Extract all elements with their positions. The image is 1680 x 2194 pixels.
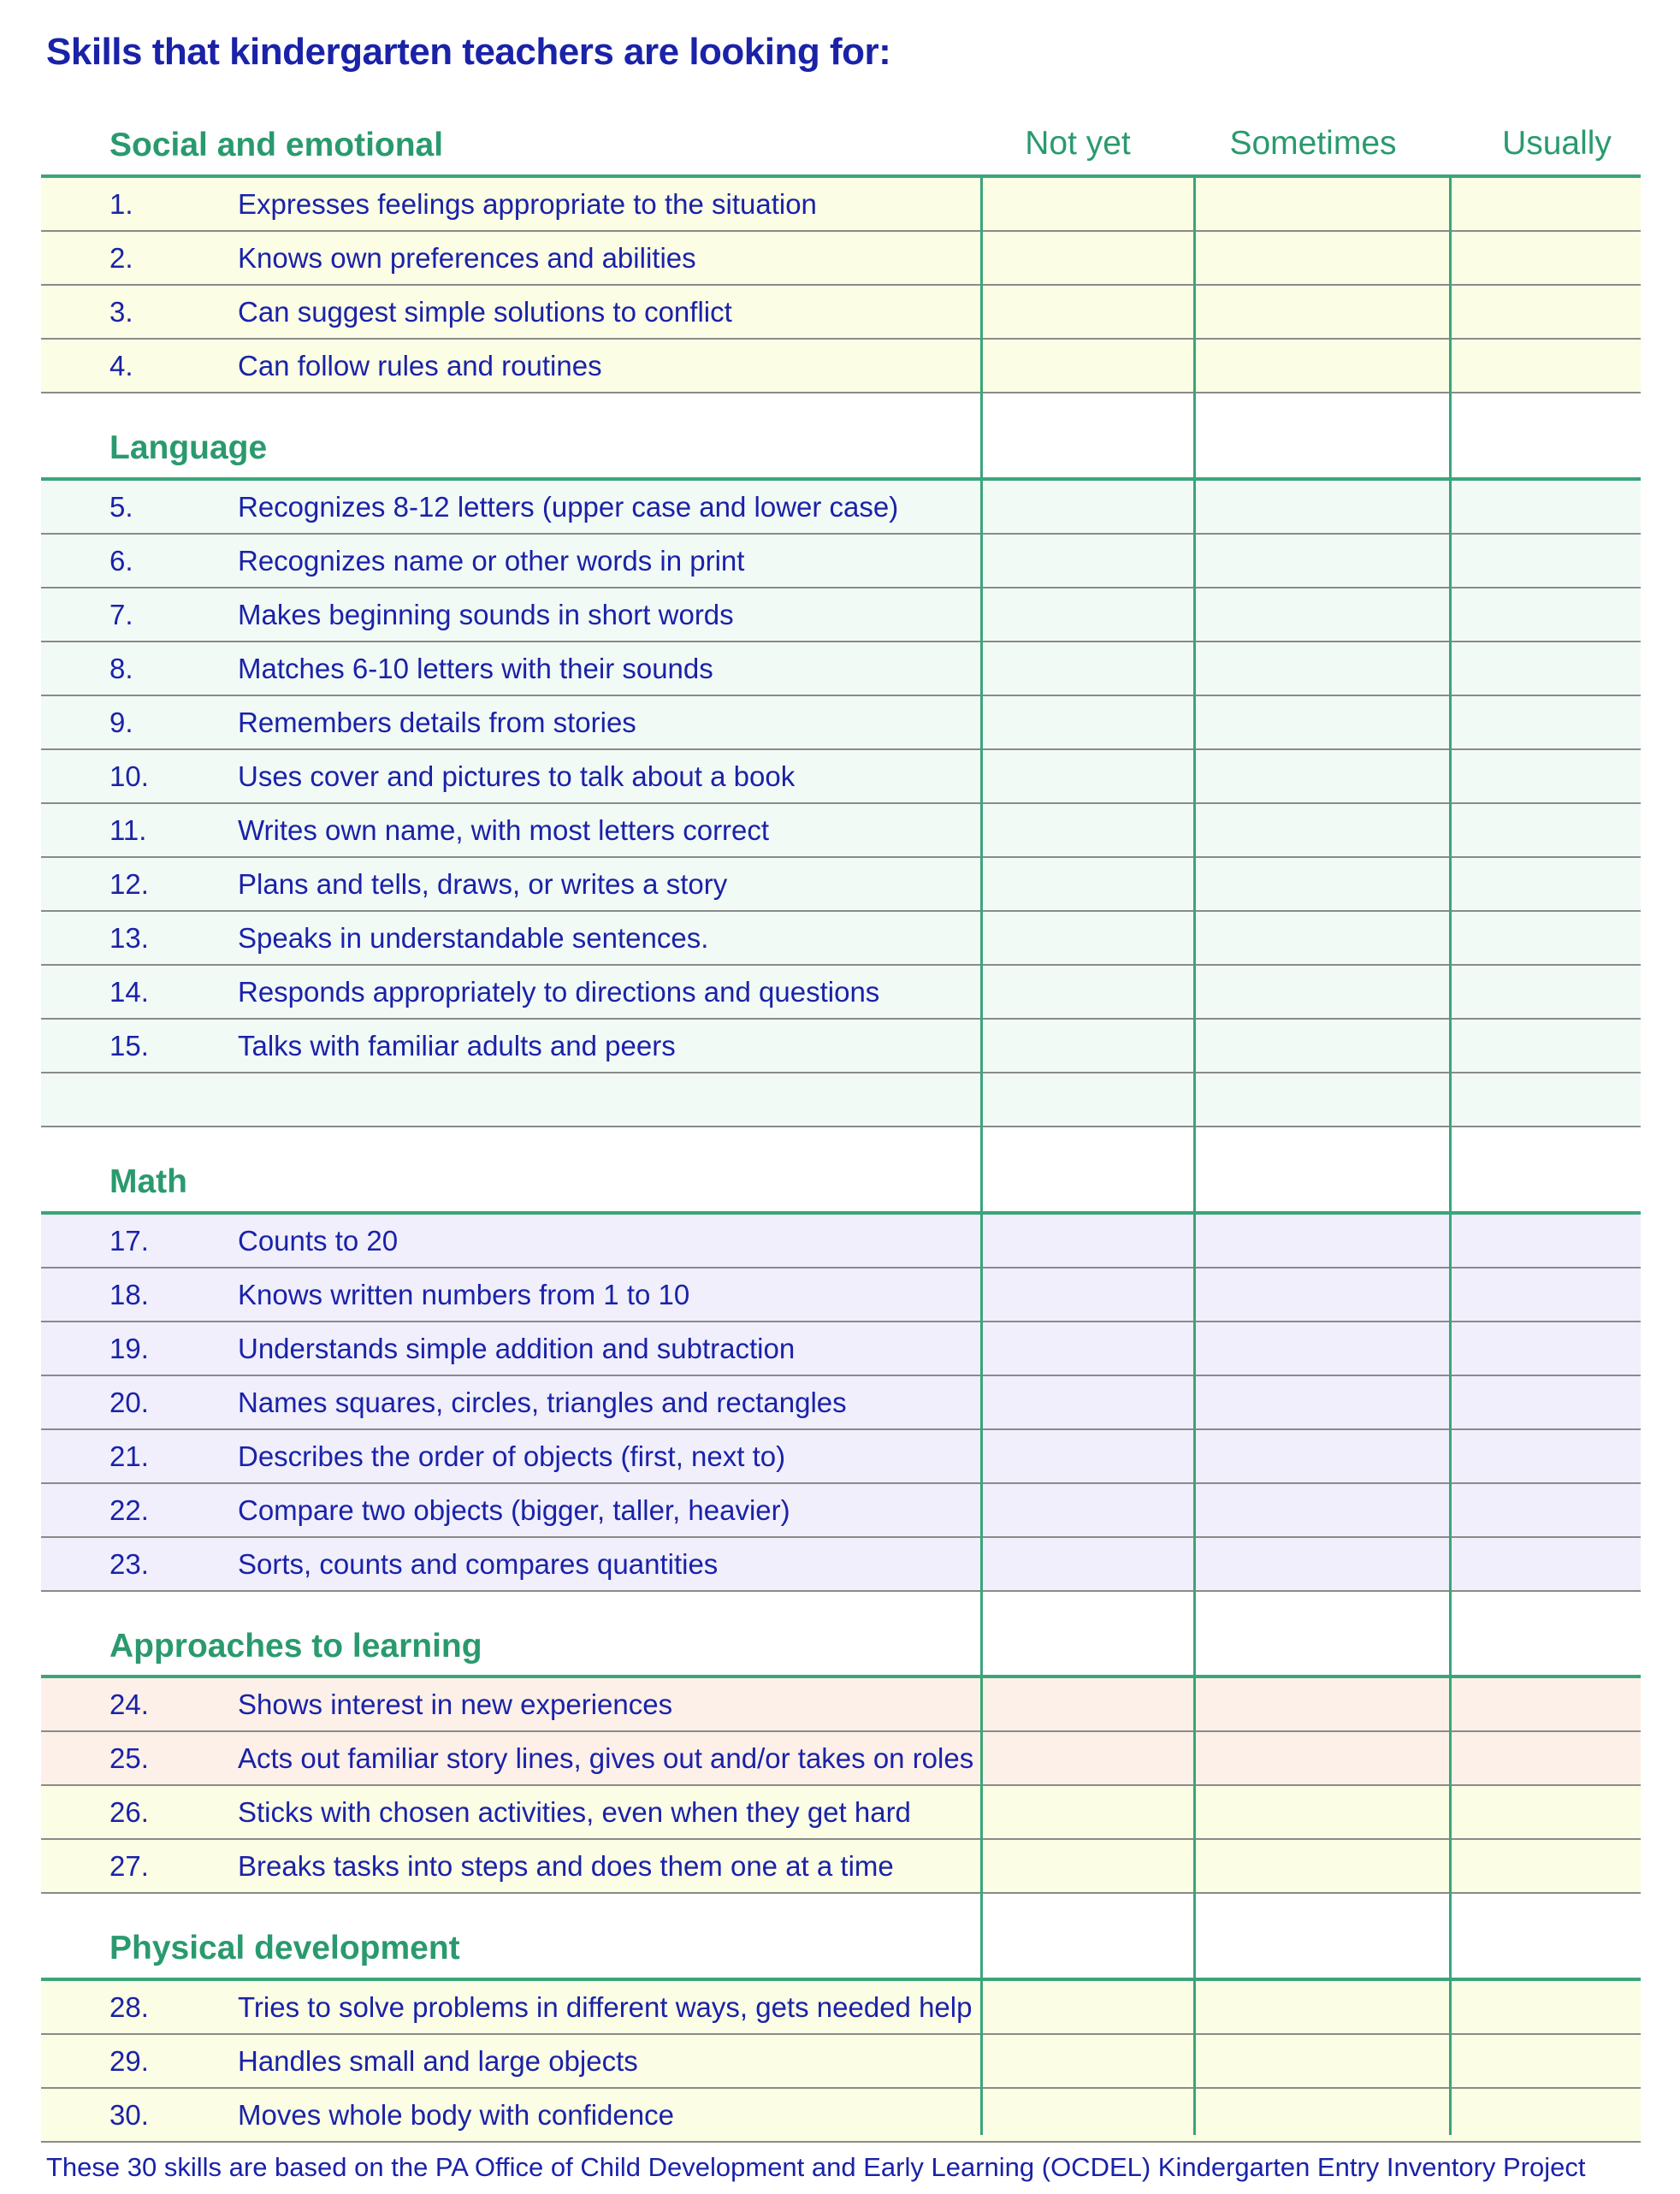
- skill-row: [41, 340, 1641, 393]
- skill-text: Remembers details from stories: [238, 707, 636, 738]
- rating-cell-usually[interactable]: [1452, 966, 1640, 1018]
- skill-text: Acts out familiar story lines, gives out and/or takes on roles: [238, 1742, 974, 1774]
- skill-text: Plans and tells, draws, or writes a story: [238, 868, 728, 900]
- rating-cell-usually[interactable]: [1452, 1538, 1640, 1590]
- rating-cell-sometimes[interactable]: [1196, 178, 1449, 230]
- skill-number: 25.: [109, 1742, 149, 1774]
- skill-number: 14.: [109, 976, 149, 1008]
- rating-cell-usually[interactable]: [1452, 340, 1640, 392]
- skill-number: 6.: [109, 545, 133, 577]
- skill-row: [41, 1981, 1641, 2035]
- rating-cell-usually[interactable]: [1452, 2089, 1640, 2141]
- skill-number: 23.: [109, 1548, 149, 1580]
- skill-number: 22.: [109, 1494, 149, 1526]
- rating-cell-sometimes[interactable]: [1196, 1430, 1449, 1482]
- skill-number: 5.: [109, 491, 133, 523]
- rating-cell-not-yet[interactable]: [983, 1073, 1193, 1126]
- rating-cell-usually[interactable]: [1452, 1376, 1640, 1428]
- skill-number: 11.: [109, 814, 147, 846]
- skill-number: 7.: [109, 599, 133, 630]
- skill-number: 13.: [109, 922, 149, 954]
- skill-row: [41, 1215, 1641, 1268]
- skill-text: Sticks with chosen activities, even when they get hard: [238, 1796, 911, 1828]
- rating-cell-sometimes[interactable]: [1196, 1981, 1449, 2033]
- rating-cell-sometimes[interactable]: [1196, 912, 1449, 964]
- skill-row: [41, 588, 1641, 642]
- skill-number: 12.: [109, 868, 149, 900]
- skill-text: Compare two objects (bigger, taller, heavier): [238, 1494, 790, 1526]
- skill-row: [41, 481, 1641, 535]
- rating-cell-usually[interactable]: [1452, 750, 1640, 802]
- rating-cell-sometimes[interactable]: [1196, 1376, 1449, 1428]
- rating-cell-sometimes[interactable]: [1196, 750, 1449, 802]
- rating-cell-sometimes[interactable]: [1196, 858, 1449, 910]
- skill-row: [41, 804, 1641, 858]
- skill-number: 4.: [109, 350, 133, 381]
- skill-number: 8.: [109, 653, 133, 684]
- skill-number: 17.: [109, 1225, 149, 1257]
- rating-cell-usually[interactable]: [1452, 1981, 1640, 2033]
- rating-cell-sometimes[interactable]: [1196, 2089, 1449, 2141]
- section-heading: Social and emotional: [109, 127, 444, 163]
- column-divider-usually: [1449, 176, 1452, 2135]
- skill-text: Expresses feelings appropriate to the situation: [238, 188, 817, 220]
- rating-cell-usually[interactable]: [1452, 1678, 1640, 1730]
- rating-cell-usually[interactable]: [1452, 1840, 1640, 1892]
- skill-text: Knows written numbers from 1 to 10: [238, 1279, 690, 1310]
- skill-row: [41, 696, 1641, 750]
- rating-cell-not-yet[interactable]: [983, 1786, 1193, 1838]
- skill-text: Can follow rules and routines: [238, 350, 602, 381]
- skill-row: [41, 178, 1641, 232]
- skill-number: 27.: [109, 1850, 149, 1882]
- section-heading: Approaches to learning: [109, 1628, 482, 1665]
- skill-number: 26.: [109, 1796, 149, 1828]
- section-heading: Math: [109, 1163, 187, 1200]
- rating-cell-sometimes[interactable]: [1196, 1538, 1449, 1590]
- skill-number: 3.: [109, 296, 133, 328]
- rating-cell-usually[interactable]: [1452, 1215, 1640, 1267]
- rating-cell-sometimes[interactable]: [1196, 481, 1449, 533]
- skill-number: 9.: [109, 707, 133, 738]
- skill-number: 1.: [109, 188, 133, 220]
- column-header-sometimes: Sometimes: [1229, 125, 1397, 162]
- footer-note: These 30 skills are based on the PA Office of Child Development and Early Learning (OCDEL) Kindergarten Entry Inventory Project: [46, 2152, 1586, 2182]
- rating-cell-not-yet[interactable]: [983, 286, 1193, 338]
- rating-cell-usually[interactable]: [1452, 1322, 1640, 1375]
- skill-number: 29.: [109, 2045, 149, 2077]
- skill-text: Matches 6-10 letters with their sounds: [238, 653, 713, 684]
- rating-cell-sometimes[interactable]: [1196, 286, 1449, 338]
- rating-cell-not-yet[interactable]: [983, 966, 1193, 1018]
- skill-row: [41, 1430, 1641, 1484]
- skill-row: [41, 1538, 1641, 1592]
- rating-cell-sometimes[interactable]: [1196, 2035, 1449, 2087]
- rating-cell-usually[interactable]: [1452, 535, 1640, 587]
- rating-cell-usually[interactable]: [1452, 178, 1640, 230]
- rating-cell-usually[interactable]: [1452, 481, 1640, 533]
- skill-row: [41, 1786, 1641, 1840]
- skill-row: [41, 966, 1641, 1020]
- rating-cell-usually[interactable]: [1452, 1430, 1640, 1482]
- rating-cell-sometimes[interactable]: [1196, 966, 1449, 1018]
- rating-cell-usually[interactable]: [1452, 912, 1640, 964]
- rating-cell-not-yet[interactable]: [983, 1020, 1193, 1072]
- rating-cell-usually[interactable]: [1452, 858, 1640, 910]
- skill-number: 20.: [109, 1387, 149, 1418]
- skill-text: Talks with familiar adults and peers: [238, 1030, 676, 1062]
- rating-cell-not-yet[interactable]: [983, 1538, 1193, 1590]
- rating-cell-not-yet[interactable]: [983, 1840, 1193, 1892]
- skill-text: Writes own name, with most letters correct: [238, 814, 770, 846]
- skill-text: Uses cover and pictures to talk about a book: [238, 760, 796, 792]
- rating-cell-sometimes[interactable]: [1196, 1215, 1449, 1267]
- rating-cell-usually[interactable]: [1452, 1020, 1640, 1072]
- skill-text: Breaks tasks into steps and does them one at a time: [238, 1850, 894, 1882]
- rating-cell-sometimes[interactable]: [1196, 588, 1449, 641]
- rating-cell-sometimes[interactable]: [1196, 535, 1449, 587]
- rating-cell-usually[interactable]: [1452, 696, 1640, 748]
- skill-text: Handles small and large objects: [238, 2045, 638, 2077]
- rating-cell-usually[interactable]: [1452, 232, 1640, 284]
- skill-row: [41, 912, 1641, 966]
- rating-cell-sometimes[interactable]: [1196, 232, 1449, 284]
- skill-text: Knows own preferences and abilities: [238, 242, 696, 274]
- rating-cell-not-yet[interactable]: [983, 696, 1193, 748]
- column-divider-not-yet: [980, 176, 983, 2135]
- skill-row: [41, 535, 1641, 588]
- skill-text: Sorts, counts and compares quantities: [238, 1548, 719, 1580]
- rating-cell-sometimes[interactable]: [1196, 1786, 1449, 1838]
- rating-cell-not-yet[interactable]: [983, 1484, 1193, 1536]
- rating-cell-usually[interactable]: [1452, 588, 1640, 641]
- skill-text: Recognizes name or other words in print: [238, 545, 745, 577]
- rating-cell-sometimes[interactable]: [1196, 1484, 1449, 1536]
- skill-row: [41, 2035, 1641, 2089]
- skill-row: [41, 1732, 1641, 1786]
- skill-text: Moves whole body with confidence: [238, 2099, 674, 2131]
- rating-cell-sometimes[interactable]: [1196, 642, 1449, 695]
- skill-text: Responds appropriately to directions and questions: [238, 976, 880, 1008]
- rating-cell-usually[interactable]: [1452, 2035, 1640, 2087]
- rating-cell-not-yet[interactable]: [983, 232, 1193, 284]
- skill-number: 21.: [109, 1440, 149, 1472]
- rating-cell-sometimes[interactable]: [1196, 1678, 1449, 1730]
- skill-text: Shows interest in new experiences: [238, 1688, 673, 1720]
- rating-cell-not-yet[interactable]: [983, 1732, 1193, 1784]
- skill-text: Recognizes 8-12 letters (upper case and lower case): [238, 491, 899, 523]
- skill-number: 15.: [109, 1030, 149, 1062]
- rating-cell-not-yet[interactable]: [983, 178, 1193, 230]
- rating-cell-usually[interactable]: [1452, 1732, 1640, 1784]
- skill-text: Describes the order of objects (first, next to): [238, 1440, 786, 1472]
- column-divider-sometimes: [1193, 176, 1196, 2135]
- skill-number: 28.: [109, 1991, 149, 2023]
- skill-row: [41, 1268, 1641, 1322]
- rating-cell-not-yet[interactable]: [983, 1215, 1193, 1267]
- skill-number: 2.: [109, 242, 133, 274]
- section-heading: Language: [109, 429, 268, 466]
- skill-text: Counts to 20: [238, 1225, 399, 1257]
- rating-cell-not-yet[interactable]: [983, 642, 1193, 695]
- rating-cell-not-yet[interactable]: [983, 340, 1193, 392]
- rating-cell-not-yet[interactable]: [983, 1322, 1193, 1375]
- rating-cell-usually[interactable]: [1452, 1786, 1640, 1838]
- skill-text: Understands simple addition and subtraction: [238, 1333, 796, 1364]
- rating-cell-not-yet[interactable]: [983, 1981, 1193, 2033]
- skill-row: [41, 642, 1641, 696]
- rating-cell-usually[interactable]: [1452, 1484, 1640, 1536]
- rating-cell-not-yet[interactable]: [983, 858, 1193, 910]
- column-header-usually: Usually: [1502, 125, 1612, 162]
- skill-row: [41, 750, 1641, 804]
- rating-cell-not-yet[interactable]: [983, 1430, 1193, 1482]
- skill-text: Speaks in understandable sentences.: [238, 922, 709, 954]
- rating-cell-sometimes[interactable]: [1196, 1268, 1449, 1321]
- skill-row: [41, 232, 1641, 286]
- skill-row: [41, 1678, 1641, 1732]
- column-header-not-yet: Not yet: [1025, 125, 1131, 162]
- rating-cell-usually[interactable]: [1452, 1268, 1640, 1321]
- skill-row: [41, 286, 1641, 340]
- rating-cell-sometimes[interactable]: [1196, 340, 1449, 392]
- rating-cell-usually[interactable]: [1452, 804, 1640, 856]
- section-heading: Physical development: [109, 1930, 460, 1966]
- rating-cell-not-yet[interactable]: [983, 912, 1193, 964]
- rating-cell-not-yet[interactable]: [983, 1268, 1193, 1321]
- skill-text: Can suggest simple solutions to conflict: [238, 296, 732, 328]
- rating-cell-sometimes[interactable]: [1196, 1732, 1449, 1784]
- skill-row: [41, 1073, 1641, 1127]
- rating-cell-usually[interactable]: [1452, 642, 1640, 695]
- rating-cell-sometimes[interactable]: [1196, 804, 1449, 856]
- skill-row: [41, 1376, 1641, 1430]
- skill-text: Tries to solve problems in different ways, gets needed help: [238, 1991, 973, 2023]
- rating-cell-sometimes[interactable]: [1196, 1020, 1449, 1072]
- skill-row: [41, 1020, 1641, 1073]
- rating-cell-not-yet[interactable]: [983, 804, 1193, 856]
- skill-number: 30.: [109, 2099, 149, 2131]
- rating-cell-usually[interactable]: [1452, 286, 1640, 338]
- skill-number: 10.: [109, 760, 149, 792]
- rating-cell-sometimes[interactable]: [1196, 1073, 1449, 1126]
- skill-text: Names squares, circles, triangles and rectangles: [238, 1387, 847, 1418]
- rating-cell-sometimes[interactable]: [1196, 1322, 1449, 1375]
- rating-cell-not-yet[interactable]: [983, 750, 1193, 802]
- rating-cell-not-yet[interactable]: [983, 1678, 1193, 1730]
- rating-cell-usually[interactable]: [1452, 1073, 1640, 1126]
- rating-cell-not-yet[interactable]: [983, 2089, 1193, 2141]
- skill-text: Makes beginning sounds in short words: [238, 599, 734, 630]
- skill-row: [41, 858, 1641, 912]
- rating-cell-sometimes[interactable]: [1196, 696, 1449, 748]
- rating-cell-not-yet[interactable]: [983, 2035, 1193, 2087]
- skill-number: 24.: [109, 1688, 149, 1720]
- rating-cell-sometimes[interactable]: [1196, 1840, 1449, 1892]
- skill-number: 19.: [109, 1333, 149, 1364]
- skill-number: 18.: [109, 1279, 149, 1310]
- rating-cell-not-yet[interactable]: [983, 588, 1193, 641]
- rating-cell-not-yet[interactable]: [983, 535, 1193, 587]
- page-title: Skills that kindergarten teachers are looking for:: [46, 31, 891, 73]
- skill-row: [41, 1840, 1641, 1894]
- skill-row: [41, 1322, 1641, 1376]
- rating-cell-not-yet[interactable]: [983, 1376, 1193, 1428]
- skill-row: [41, 1484, 1641, 1538]
- rating-cell-not-yet[interactable]: [983, 481, 1193, 533]
- skill-row: [41, 2089, 1641, 2143]
